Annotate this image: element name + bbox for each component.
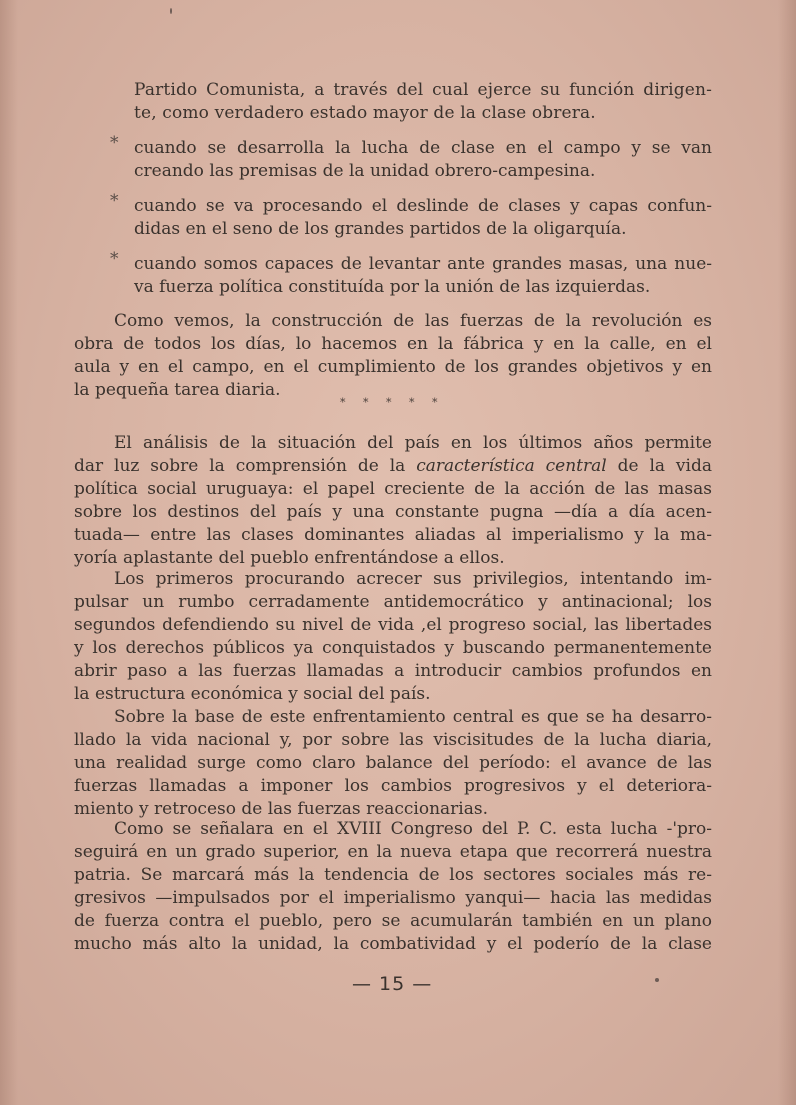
bullet-asterisk: *	[110, 249, 119, 269]
bullet-asterisk: *	[110, 133, 119, 153]
text-line: abrir paso a las fuerzas llamadas a introducir cambios profundos en	[74, 661, 712, 681]
text-line: la estructura económica y social del país.	[74, 684, 431, 704]
text-line: y los derechos públicos ya conquistados y buscando permanentemente	[74, 638, 712, 658]
text-line: sobre los destinos del país y una constante pugna —día a día acen-	[74, 502, 712, 522]
text-line: miento y retroceso de las fuerzas reaccionarias.	[74, 799, 489, 819]
text-line: El análisis de la situación del país en los últimos años permite	[114, 433, 712, 453]
paragraph-como-vemos	[74, 310, 712, 402]
text-line: llado la vida nacional y, por sobre las viscisitudes de la lucha diaria,	[74, 730, 712, 750]
paragraph-congreso	[74, 818, 712, 956]
page-number: — 15 —	[352, 973, 433, 995]
text-line: cuando somos capaces de levantar ante grandes masas, una nue-	[134, 254, 712, 274]
text-line: te, como verdadero estado mayor de la clase obrera.	[134, 103, 596, 123]
text-line: la pequeña tarea diaria.	[74, 380, 281, 400]
text-line: mucho más alto la unidad, la combatividad y el poderío de la clase	[74, 934, 712, 954]
bullet-item	[134, 253, 712, 299]
text-line: Los primeros procurando acrecer sus privilegios, intentando im-	[114, 569, 712, 589]
bullet-item	[134, 137, 712, 183]
text-line: fuerzas llamadas a imponer los cambios progresivos y el deteriora-	[74, 776, 712, 796]
text-line: tuada— entre las clases dominantes aliadas al imperialismo y la ma-	[74, 525, 712, 545]
text-line: Como se señalara en el XVIII Congreso del P. C. esta lucha -'pro-	[114, 819, 712, 839]
text-line: una realidad surge como claro balance del período: el avance de las	[74, 753, 712, 773]
paper-speck	[170, 8, 172, 14]
paragraph-los-primeros	[74, 568, 712, 706]
text-line: Partido Comunista, a través del cual ejerce su función dirigen-	[134, 80, 712, 100]
text-line: de fuerza contra el pueblo, pero se acumularán también en un plano	[74, 911, 712, 931]
text-line: creando las premisas de la unidad obrero-campesina.	[134, 161, 596, 181]
text-line: seguirá en un grado superior, en la nueva etapa que recorrerá nuestra	[74, 842, 712, 862]
text-line: aula y en el campo, en el cumplimiento de los grandes objetivos y en	[74, 357, 712, 377]
text-line: Sobre la base de este enfrentamiento central es que se ha desarro-	[114, 707, 712, 727]
text-line: yoría aplastante del pueblo enfrentándose a ellos.	[74, 548, 505, 568]
page-edge-shadow-right	[778, 0, 796, 1105]
paper-speck	[655, 978, 659, 982]
text-line: gresivos —impulsados por el imperialismo yanqui— hacia las medidas	[74, 888, 712, 908]
text-line: segundos defendiendo su nivel de vida ,el progreso social, las libertades	[74, 615, 712, 635]
text-segment: dar luz sobre la comprensión de la	[74, 456, 417, 476]
text-line-with-emphasis	[74, 455, 712, 478]
bullet-item	[134, 195, 712, 241]
text-line: Como vemos, la construcción de las fuerzas de la revolución es	[114, 311, 712, 331]
text-segment: de la vida	[606, 456, 712, 476]
paragraph-analisis	[74, 432, 712, 570]
text-line: cuando se desarrolla la lucha de clase en el campo y se van	[134, 138, 712, 158]
bullet-continuation	[134, 79, 712, 125]
text-line: cuando se va procesando el deslinde de clases y capas confun-	[134, 196, 712, 216]
text-line: va fuerza política constituída por la unión de las izquierdas.	[134, 277, 651, 297]
text-line: didas en el seno de los grandes partidos de la oligarquía.	[134, 219, 627, 239]
text-line: pulsar un rumbo cerradamente antidemocrático y antinacional; los	[74, 592, 712, 612]
paragraph-sobre-la-base	[74, 706, 712, 821]
page-edge-shadow-left	[0, 0, 18, 1105]
text-line: política social uruguaya: el papel creciente de la acción de las masas	[74, 479, 712, 499]
text-line: patria. Se marcará más la tendencia de los sectores sociales más re-	[74, 865, 712, 885]
section-separator: * * * * *	[340, 396, 445, 409]
emphasized-term: característica central	[416, 456, 607, 476]
text-line: obra de todos los días, lo hacemos en la fábrica y en la calle, en el	[74, 334, 712, 354]
bullet-asterisk: *	[110, 191, 119, 211]
